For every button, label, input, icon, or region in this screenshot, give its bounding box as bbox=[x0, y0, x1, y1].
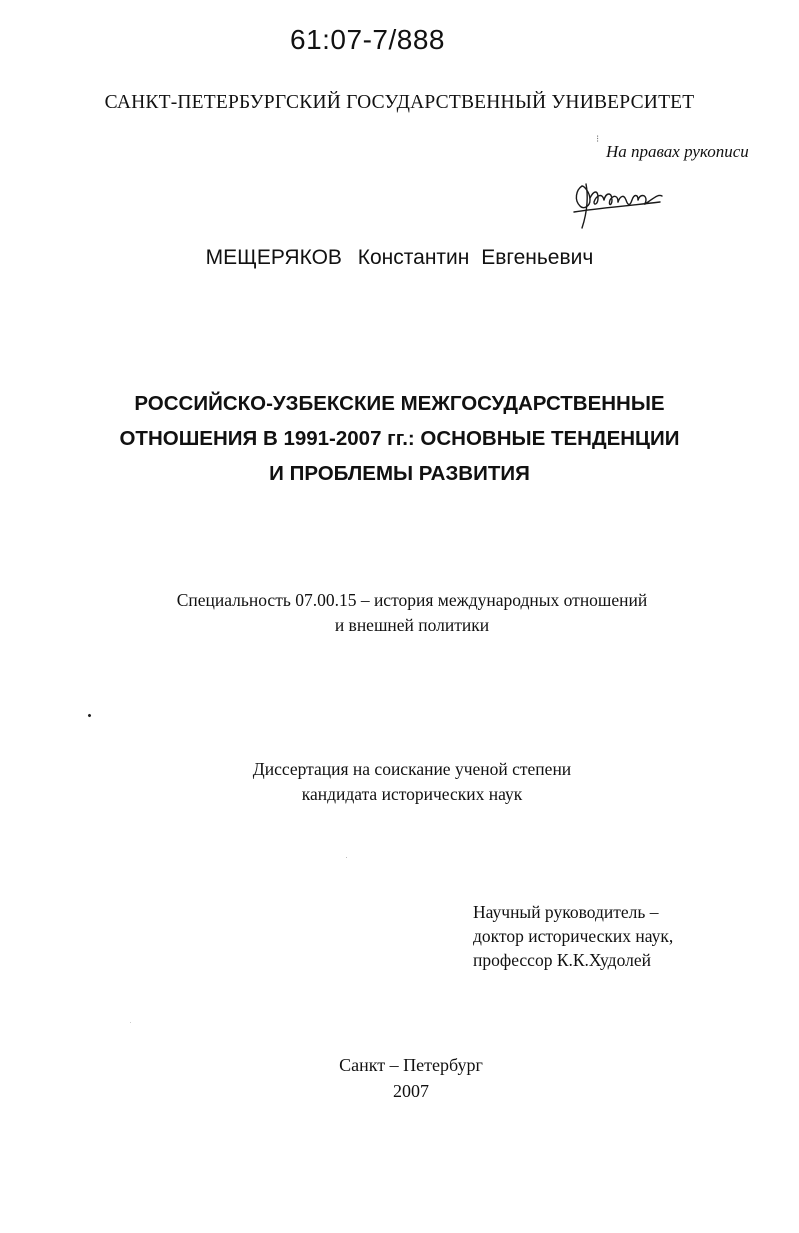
degree-statement bbox=[0, 757, 799, 807]
supervisor-line-2: доктор исторических наук, bbox=[473, 926, 674, 946]
title-line-2: ОТНОШЕНИЯ В 1991-2007 гг.: ОСНОВНЫЕ ТЕНДЕНЦИИ bbox=[119, 427, 680, 450]
university-name: САНКТ-ПЕТЕРБУРГСКИЙ ГОСУДАРСТВЕННЫЙ УНИВЕРСИТЕТ bbox=[104, 92, 695, 113]
catalog-number: 61:07-7/888 bbox=[290, 24, 445, 55]
scan-speck bbox=[130, 1022, 131, 1023]
title-line-3: И ПРОБЛЕМЫ РАЗВИТИЯ bbox=[269, 462, 530, 485]
author-given-names: Константин Евгеньевич bbox=[357, 246, 594, 269]
degree-line-1: Диссертация на соискание ученой степени bbox=[252, 759, 572, 779]
specialty-line-2: и внешней политики bbox=[334, 615, 490, 635]
year: 2007 bbox=[393, 1081, 429, 1101]
city: Санкт – Петербург bbox=[339, 1055, 483, 1075]
rights-note: На правах рукописи bbox=[606, 142, 749, 161]
handwritten-signature bbox=[568, 172, 678, 232]
title-line-1: РОССИЙСКО-УЗБЕКСКИЕ МЕЖГОСУДАРСТВЕННЫЕ bbox=[134, 392, 665, 415]
scientific-supervisor bbox=[473, 900, 673, 972]
author-surname: МЕЩЕРЯКОВ bbox=[205, 246, 342, 269]
specialty bbox=[0, 588, 799, 638]
supervisor-line-3: профессор К.К.Худолей bbox=[473, 950, 651, 970]
degree-line-2: кандидата исторических наук bbox=[301, 784, 523, 804]
margin-tick: ⁝ bbox=[596, 134, 600, 145]
supervisor-line-1: Научный руководитель – bbox=[473, 902, 659, 922]
specialty-line-1: Специальность 07.00.15 – история международных отношений bbox=[176, 590, 648, 610]
dissertation-title bbox=[0, 386, 799, 491]
author-name bbox=[0, 246, 799, 270]
scan-speck bbox=[346, 857, 347, 858]
scan-speck bbox=[87, 713, 91, 717]
place-and-year bbox=[0, 1052, 799, 1104]
